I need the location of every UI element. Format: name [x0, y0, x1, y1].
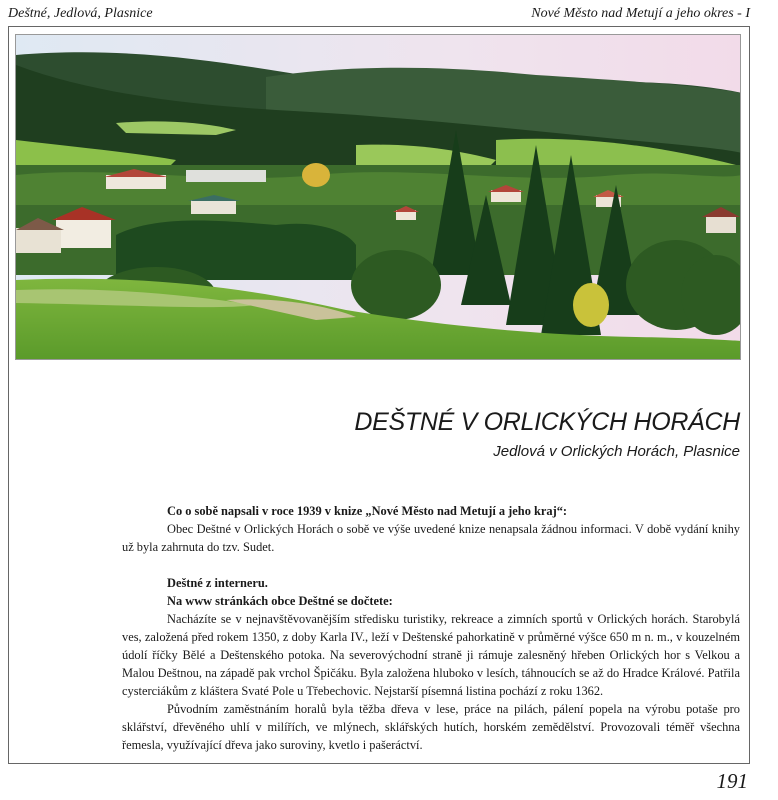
spacer [122, 556, 740, 574]
section2-para2: Původním zaměstnáním horalů byla těžba dřeva v lese, práce na pilách, pálení popela na výrobu potaše pro sklářství, dřevěného uhlí v milířích, ve mlýnech, sklářských hutích, horském zemědělství. Provozovali téměř všechna řemesla, využívající dřeva jako suroviny, kvetlo i pašeráctví. [122, 702, 740, 752]
section2-heading2: Na www stránkách obce Deštné se dočtete: [167, 594, 393, 608]
page-number: 191 [716, 769, 748, 793]
section2-heading1: Deštné z interneru. [167, 576, 268, 590]
body-text [122, 502, 740, 754]
section1-heading: Co o sobě napsali v roce 1939 v knize „Nové Město nad Metují a jeho kraj“: [167, 504, 568, 518]
running-head [8, 4, 750, 24]
chapter-subtitle: Jedlová v Orlických Horách, Plasnice [493, 443, 740, 460]
section2-para1: Nacházíte se v nejnavštěvovanějším středisku turistiky, rekreace a zimních sportů v Orlických horách. Starobylá ves, založená před rokem 1350, z doby Karla IV., leží v Deštenské pahorkatině v průměrné výšce 650 m n. m., v kouzelném údolí říčky Bělé a Deštenského potoka. Na severovýchodní straně ji rámuje zalesněný hřeben Orlických hor s Velkou a Malou Deštnou, na západě pak vrchol Špičáku. Byla založena hluboko v lesích, táhnoucích se až do Hradce Králové. Patřila cysterciákům z kláštera Svaté Pole u Třebechovic. Nejstarší písemná listina pochází z roku 1362. [122, 612, 740, 698]
running-head-right: Nové Město nad Metují a jeho okres - I [531, 6, 750, 21]
chapter-title-block [354, 408, 740, 460]
running-head-left: Deštné, Jedlová, Plasnice [8, 6, 153, 21]
chapter-title: DEŠTNÉ V ORLICKÝCH HORÁCH [354, 408, 740, 436]
section1-text-content: Obec Deštné v Orlických Horách o sobě ve výše uvedené knize nenapsala žádnou informaci. V době vydání knihy už byla zahrnuta do tzv. Sudet. [122, 522, 740, 554]
landscape-photo [15, 34, 741, 360]
section1-text [122, 520, 740, 556]
